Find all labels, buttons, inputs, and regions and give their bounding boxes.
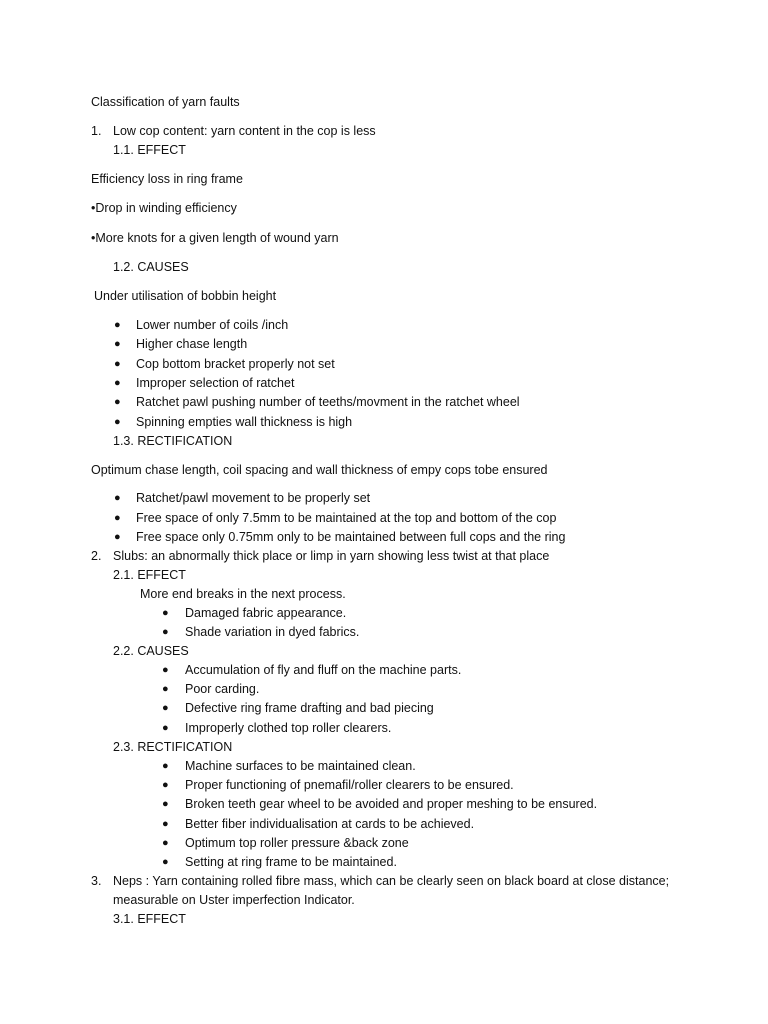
subsection-heading: 3.1. EFFECT — [113, 912, 186, 926]
list-item: Improperly clothed top roller clearers. — [185, 721, 392, 735]
list-item: Ratchet pawl pushing number of teeths/movment in the ratchet wheel — [136, 395, 520, 409]
bullet-icon: ● — [162, 856, 169, 868]
section-number: 1. — [91, 124, 102, 138]
bullet-icon: ● — [162, 722, 169, 734]
subsection-heading: 2.1. EFFECT — [113, 568, 186, 582]
bullet-icon: ● — [162, 607, 169, 619]
bullet-icon: ● — [162, 818, 169, 830]
bullet-icon: ● — [162, 760, 169, 772]
list-item: Cop bottom bracket properly not set — [136, 357, 335, 371]
bullet-icon: ● — [162, 626, 169, 638]
bullet-icon: ● — [162, 798, 169, 810]
list-item: Setting at ring frame to be maintained. — [185, 855, 397, 869]
bullet-icon: ● — [114, 396, 121, 408]
list-item: Ratchet/pawl movement to be properly set — [136, 491, 371, 505]
list-item: Improper selection of ratchet — [136, 376, 295, 390]
subsection-heading: 2.2. CAUSES — [113, 644, 189, 658]
paragraph: •More knots for a given length of wound yarn — [91, 231, 339, 245]
list-item: Broken teeth gear wheel to be avoided and proper meshing to be ensured. — [185, 797, 598, 811]
section-number: 2. — [91, 549, 102, 563]
section-number: 3. — [91, 874, 102, 888]
list-item: Free space only 0.75mm only to be maintained between full cops and the ring — [136, 530, 566, 544]
bullet-icon: ● — [114, 492, 121, 504]
subsection-heading: 1.1. EFFECT — [113, 143, 186, 157]
list-item: Higher chase length — [136, 337, 248, 351]
list-item: Proper functioning of pnemafil/roller clearers to be ensured. — [185, 778, 514, 792]
list-item: Poor carding. — [185, 682, 260, 696]
bullet-icon: ● — [114, 319, 121, 331]
paragraph: Efficiency loss in ring frame — [91, 172, 243, 186]
bullet-icon: ● — [114, 358, 121, 370]
bullet-icon: ● — [162, 664, 169, 676]
bullet-icon: ● — [114, 531, 121, 543]
list-item: Free space of only 7.5mm to be maintained at the top and bottom of the cop — [136, 511, 557, 525]
bullet-icon: ● — [114, 377, 121, 389]
section-heading: Neps : Yarn containing rolled fibre mass, which can be clearly seen on black board at close distance; — [113, 874, 670, 888]
subsection-heading: 2.3. RECTIFICATION — [113, 740, 233, 754]
subsection-heading: 1.2. CAUSES — [113, 260, 189, 274]
document-title: Classification of yarn faults — [91, 95, 240, 109]
paragraph: More end breaks in the next process. — [140, 587, 346, 601]
list-item: Damaged fabric appearance. — [185, 606, 347, 620]
list-item: Better fiber individualisation at cards to be achieved. — [185, 817, 475, 831]
bullet-icon: ● — [114, 416, 121, 428]
bullet-icon: ● — [114, 338, 121, 350]
list-item: Machine surfaces to be maintained clean. — [185, 759, 416, 773]
list-item: Defective ring frame drafting and bad piecing — [185, 701, 434, 715]
list-item: Shade variation in dyed fabrics. — [185, 625, 360, 639]
bullet-icon: ● — [162, 683, 169, 695]
bullet-icon: ● — [162, 837, 169, 849]
section-heading: Slubs: an abnormally thick place or limp in yarn showing less twist at that place — [113, 549, 550, 563]
subsection-heading: 1.3. RECTIFICATION — [113, 434, 233, 448]
list-item: Accumulation of fly and fluff on the machine parts. — [185, 663, 462, 677]
list-item: Spinning empties wall thickness is high — [136, 415, 353, 429]
bullet-icon: ● — [162, 779, 169, 791]
section-heading: Low cop content: yarn content in the cop is less — [113, 124, 376, 138]
list-item: Lower number of coils /inch — [136, 318, 289, 332]
paragraph: Optimum chase length, coil spacing and wall thickness of empy cops tobe ensured — [91, 463, 548, 477]
bullet-icon: ● — [114, 512, 121, 524]
section-heading-continued: measurable on Uster imperfection Indicator. — [113, 893, 355, 907]
paragraph: •Drop in winding efficiency — [91, 201, 237, 215]
list-item: Optimum top roller pressure &back zone — [185, 836, 409, 850]
paragraph: Under utilisation of bobbin height — [94, 289, 277, 303]
bullet-icon: ● — [162, 702, 169, 714]
